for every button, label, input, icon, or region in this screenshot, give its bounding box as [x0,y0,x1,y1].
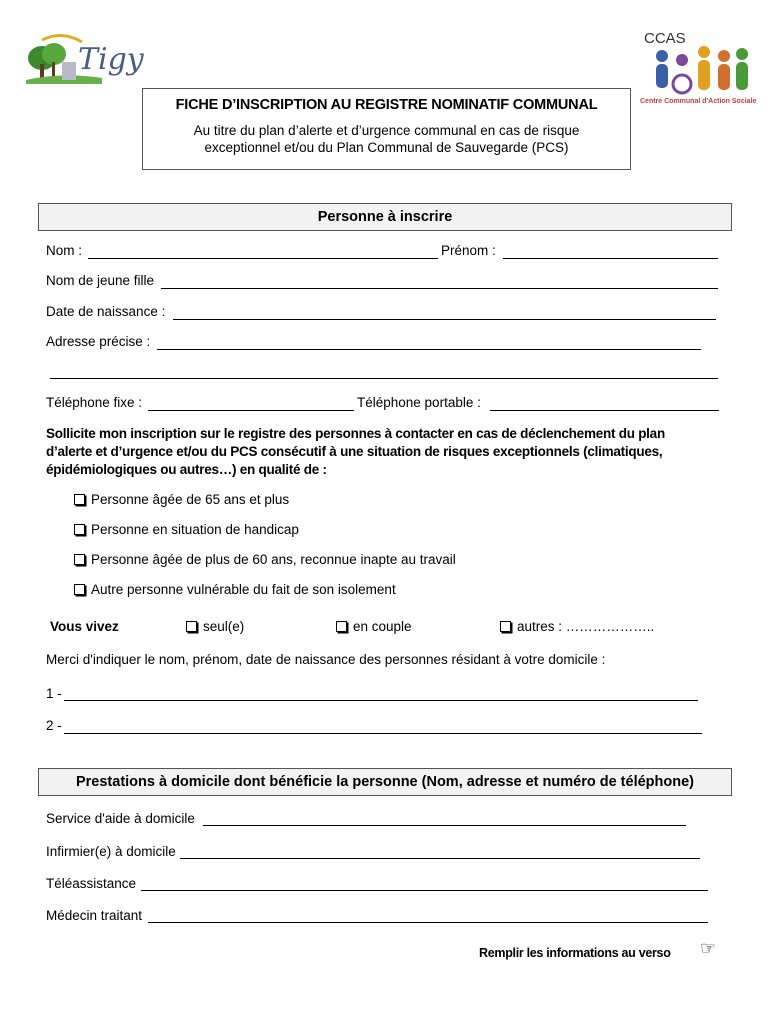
option-isolement[interactable]: Autre personne vulnérable du fait de son isolement [74,582,396,597]
tel-fixe-field[interactable] [148,410,354,411]
section-prestations-title: Prestations à domicile dont bénéficie la personne (Nom, adresse et numéro de téléphone) [75,774,694,790]
service-aide-label: Service d'aide à domicile [46,811,195,826]
title-box [142,88,631,170]
sollicite-line1: Sollicite mon inscription sur le registre des personnes à contacter en cas de déclenchement du plan [46,426,665,441]
vivez-autres-option[interactable]: autres : ……………….. [500,619,654,634]
teleassistance-label: Téléassistance [46,876,137,891]
medecin-label: Médecin traitant [46,908,143,923]
domicile-item2-label: 2 - [46,718,62,733]
section-personne-title: Personne à inscrire [317,209,453,225]
domicile-item1-label: 1 - [46,686,62,701]
service-aide-field[interactable] [203,825,686,826]
nom-jeune-fille-field[interactable] [161,288,718,289]
sollicite-line3: épidémiologiques ou autres…) en qualité de : [46,462,327,477]
page-subtitle-line2: exceptionnel et/ou du Plan Communal de Sauvegarde (PCS) [204,140,569,155]
people-icon [648,46,752,96]
adresse-field[interactable] [157,349,701,350]
tigy-logo [22,28,144,98]
prenom-field[interactable] [503,258,718,259]
verso-note: Remplir les informations au verso [479,946,671,960]
nom-label: Nom : [46,243,83,258]
option-handicap[interactable]: Personne en situation de handicap [74,522,299,537]
checkbox-icon[interactable] [336,621,347,632]
checkbox-icon[interactable] [74,524,85,535]
tel-fixe-label: Téléphone fixe : [46,395,143,410]
vivez-couple-option[interactable]: en couple [336,619,412,634]
adresse-field-2[interactable] [50,378,718,379]
checkbox-icon[interactable] [74,554,85,565]
ccas-logo-title: CCAS [644,30,686,47]
prenom-label: Prénom : [441,243,496,258]
page-subtitle-line1: Au titre du plan d’alerte et d’urgence communal en cas de risque [193,123,580,138]
date-naissance-label: Date de naissance : [46,304,166,319]
section-personne-header [38,203,732,231]
vous-vivez-label: Vous vivez [50,619,119,634]
checkbox-icon[interactable] [186,621,197,632]
date-naissance-field[interactable] [173,319,716,320]
checkbox-icon[interactable] [500,621,511,632]
domicile-item1-field[interactable] [64,700,698,701]
section-prestations-header [38,768,732,796]
tigy-logo-text: Tigy [78,42,144,77]
tel-portable-field[interactable] [490,410,719,411]
adresse-label: Adresse précise : [46,334,151,349]
nom-field[interactable] [88,258,438,259]
domicile-instruction: Merci d'indiquer le nom, prénom, date de naissance des personnes résidant à votre domicile : [46,652,606,667]
teleassistance-field[interactable] [141,890,708,891]
infirmier-label: Infirmier(e) à domicile [46,844,176,859]
domicile-item2-field[interactable] [64,733,702,734]
option-65-ans[interactable]: Personne âgée de 65 ans et plus [74,492,289,507]
ccas-logo-subtitle: Centre Communal d'Action Sociale [640,98,757,105]
checkbox-icon[interactable] [74,494,85,505]
option-60-ans-inapte[interactable]: Personne âgée de plus de 60 ans, reconnue inapte au travail [74,552,456,567]
pointing-hand-icon: ☞ [700,938,717,959]
nom-jeune-fille-label: Nom de jeune fille [46,273,155,288]
checkbox-icon[interactable] [74,584,85,595]
vivez-seul-option[interactable]: seul(e) [186,619,244,634]
sollicite-line2: d’alerte et d’urgence et/ou du PCS consécutif à une situation de risques exceptionnels (climatiques, [46,444,663,459]
medecin-field[interactable] [148,922,708,923]
ccas-logo [640,30,755,110]
tel-portable-label: Téléphone portable : [357,395,481,410]
infirmier-field[interactable] [180,858,700,859]
page-title: FICHE D’INSCRIPTION AU REGISTRE NOMINATIF COMMUNAL [175,97,598,113]
